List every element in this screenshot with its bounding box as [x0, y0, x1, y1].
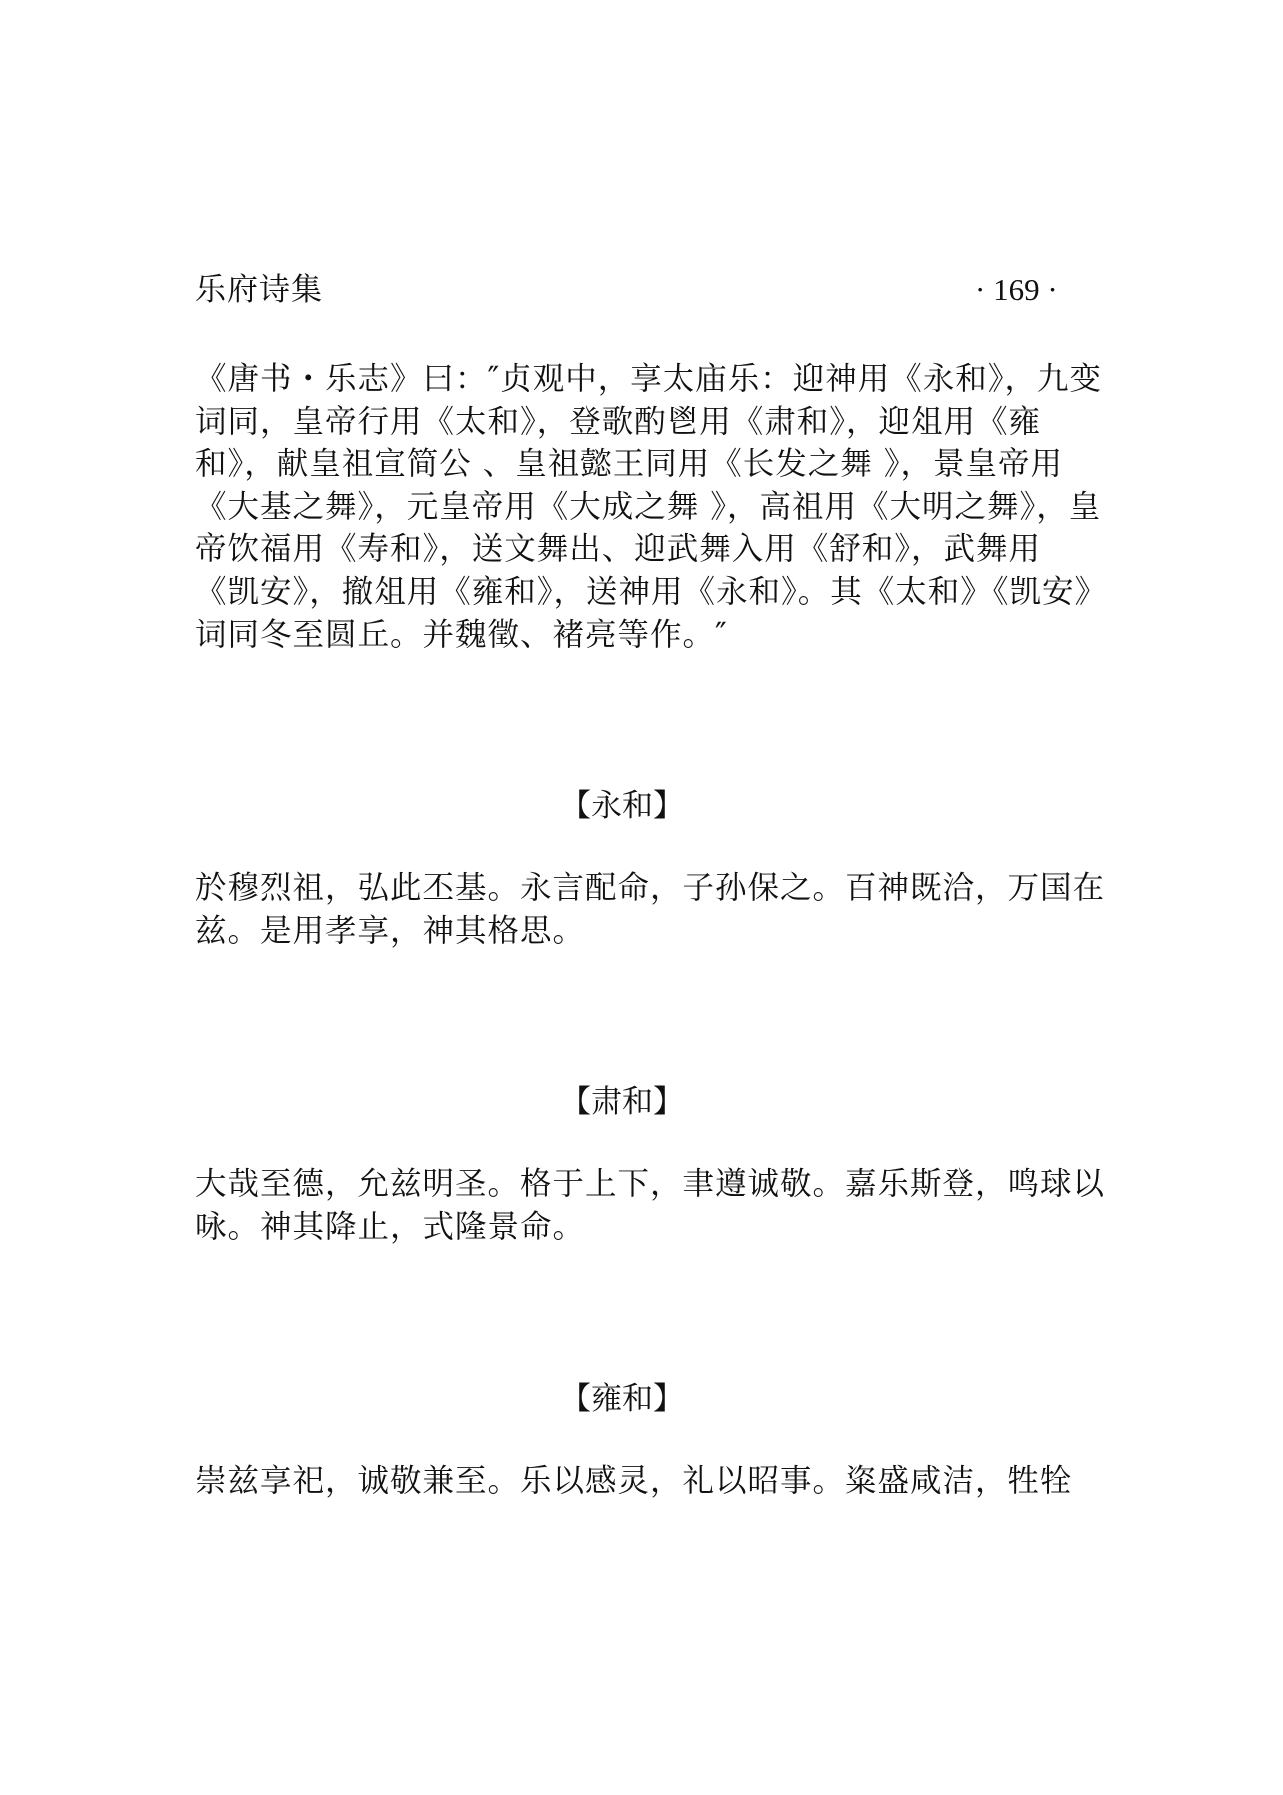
poem-yonghe-2: 崇兹享祀，诚敬兼至。乐以感灵，礼以昭事。粢盛咸洁，牲牷: [195, 1463, 1073, 1499]
intro-paragraph: 《唐书・乐志》曰：″贞观中，享太庙乐：迎神用《永和》，九变词同，皇帝行用《太和》，登歌酌鬯用《肃和》，迎俎用《雍和》，献皇祖宣简公 、皇祖懿王同用《长发之舞 》，景皇帝用《大基之舞》，元皇帝用《大成之舞 》，高祖用《大明之舞》，皇帝饮福用《寿和》，送文舞出、迎武舞入用《舒和》，武舞用《凯安》，撤俎用《雍和》，送神用《永和》。其《太和》《凯安》词同冬至圆丘。并魏徵、褚亮等作。″: [195, 361, 1103, 653]
section-heading-suhe: 【肃和】: [560, 1084, 684, 1120]
running-title: 乐府诗集: [195, 272, 323, 308]
poem-suhe: 大哉至德，允兹明圣。格于上下，聿遵诚敬。嘉乐斯登，鸣球以咏。神其降止，式隆景命。: [195, 1166, 1106, 1245]
page-number: · 169 ·: [975, 272, 1058, 307]
section-heading-yonghe-2: 【雍和】: [560, 1381, 684, 1417]
poem-yonghe: 於穆烈祖，弘此丕基。永言配命，子孙保之。百神既洽，万国在兹。是用孝享，神其格思。: [195, 870, 1106, 949]
section-heading-yonghe: 【永和】: [560, 788, 684, 824]
